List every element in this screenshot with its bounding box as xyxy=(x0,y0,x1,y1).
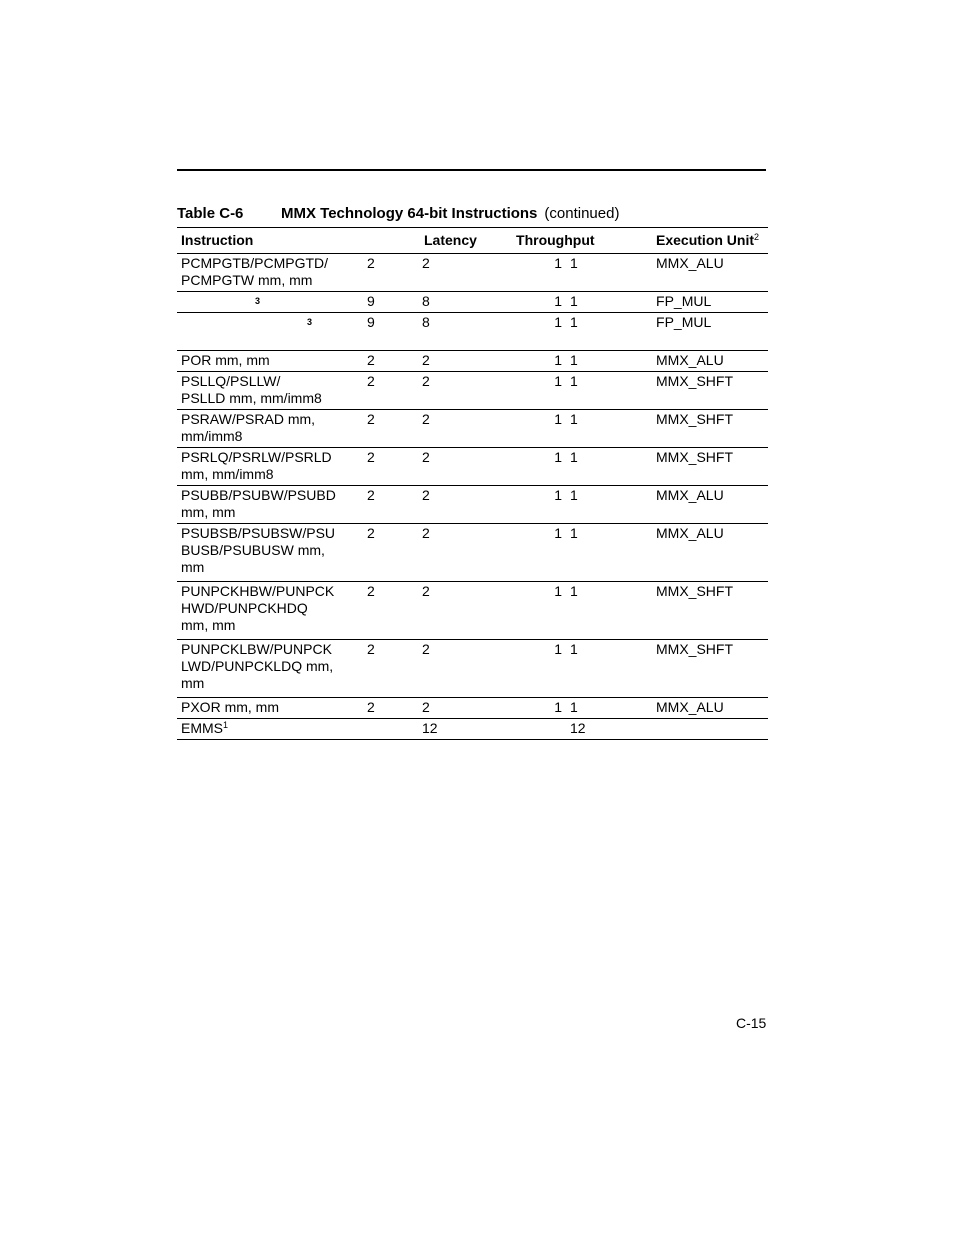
cell-instruction xyxy=(177,351,363,372)
cell-instruction xyxy=(177,448,363,486)
cell-latency-b: 2 xyxy=(422,352,430,368)
cell-throughput-a xyxy=(518,719,566,740)
cell-execution-unit: MMX_SHFT xyxy=(656,449,734,465)
header-latency: Latency xyxy=(424,232,477,248)
table-number: Table C-6 xyxy=(177,205,244,222)
table-row xyxy=(177,372,768,410)
table-row xyxy=(177,582,768,640)
cell-instruction xyxy=(177,410,363,448)
cell-throughput-a: 1 xyxy=(554,373,563,389)
cell-execution-unit: MMX_ALU xyxy=(656,525,724,541)
cell-execution-unit: MMX_SHFT xyxy=(656,411,734,427)
cell-latency-b: 2 xyxy=(422,525,430,541)
cell-latency-a: 2 xyxy=(367,525,375,541)
cell-execution-unit xyxy=(652,719,768,740)
cell-throughput-b: 1 xyxy=(570,373,578,389)
instruction-name: PSUBSB/PSUBSW/PSU BUSB/PSUBUSW mm, mm xyxy=(181,525,336,575)
instruction-name: PSLLQ/PSLLW/ PSLLD mm, mm/imm8 xyxy=(181,373,322,406)
cell-latency-a: 2 xyxy=(367,641,375,657)
cell-throughput-a: 1 xyxy=(554,352,563,368)
cell-instruction xyxy=(177,698,363,719)
instruction-name: PXOR mm, mm xyxy=(181,699,279,715)
cell-latency-a: 2 xyxy=(367,699,375,715)
cell-throughput-b: 1 xyxy=(570,411,578,427)
cell-throughput-a: 1 xyxy=(554,449,563,465)
cell-throughput-b: 1 xyxy=(570,314,578,330)
cell-throughput-a: 1 xyxy=(554,487,563,503)
cell-instruction xyxy=(177,372,363,410)
cell-latency-b: 2 xyxy=(422,487,430,503)
table-row xyxy=(177,486,768,524)
cell-execution-unit: MMX_ALU xyxy=(656,487,724,503)
instruction-name: PSUBB/PSUBW/PSUBD mm, mm xyxy=(181,487,336,520)
table-row xyxy=(177,719,768,740)
cell-latency-b: 8 xyxy=(422,314,430,330)
cell-latency-a: 2 xyxy=(367,255,375,271)
cell-instruction xyxy=(177,486,363,524)
table-header-row xyxy=(177,228,768,254)
table-row xyxy=(177,351,768,372)
header-instruction: Instruction xyxy=(181,232,254,248)
header-execution-unit: Execution Unit$^2$ xyxy=(656,232,760,248)
instruction-name: PUNPCKLBW/PUNPCK LWD/PUNPCKLDQ mm, mm xyxy=(181,641,334,691)
cell-latency-b: 2 xyxy=(422,449,430,465)
cell-execution-unit: FP_MUL xyxy=(656,314,712,330)
cell-throughput-a: 1 xyxy=(554,255,563,271)
instruction-table xyxy=(177,227,768,740)
cell-throughput-b: 1 xyxy=(570,699,578,715)
cell-throughput-a: 1 xyxy=(554,293,563,309)
cell-throughput-a: 1 xyxy=(554,699,563,715)
cell-throughput-b: 1 xyxy=(570,525,578,541)
table-row xyxy=(177,313,768,351)
cell-throughput-b: 1 xyxy=(570,487,578,503)
cell-execution-unit: MMX_SHFT xyxy=(656,641,734,657)
table-row xyxy=(177,292,768,313)
cell-instruction xyxy=(177,582,363,640)
cell-execution-unit: MMX_SHFT xyxy=(656,373,734,389)
cell-latency-b: 2 xyxy=(422,411,430,427)
cell-latency-b: 2 xyxy=(422,583,430,599)
instruction-name: PUNPCKHBW/PUNPCK HWD/PUNPCKHDQ mm, mm xyxy=(181,583,335,633)
cell-throughput-b: 1 xyxy=(570,641,578,657)
table-continued: (continued) xyxy=(544,205,620,222)
footnote-marker: 3 xyxy=(255,296,261,306)
table-row xyxy=(177,698,768,719)
cell-latency-b: 8 xyxy=(422,293,430,309)
cell-throughput-a: 1 xyxy=(554,411,563,427)
cell-execution-unit: MMX_ALU xyxy=(656,352,724,368)
cell-throughput-b: 1 xyxy=(570,293,578,309)
cell-latency-b: 2 xyxy=(422,699,430,715)
footnote-marker: 1 xyxy=(223,720,229,730)
cell-latency-b: 2 xyxy=(422,641,430,657)
page-number: C-15 xyxy=(736,1015,767,1031)
cell-instruction xyxy=(177,292,363,313)
cell-execution-unit: MMX_ALU xyxy=(656,699,724,715)
cell-throughput-a: 1 xyxy=(554,641,563,657)
table-row xyxy=(177,410,768,448)
cell-latency-b: 2 xyxy=(422,255,430,271)
table-row xyxy=(177,524,768,582)
cell-execution-unit: MMX_SHFT xyxy=(656,583,734,599)
cell-throughput-b: 1 xyxy=(570,583,578,599)
cell-throughput-b: 1 xyxy=(570,449,578,465)
cell-throughput-a: 1 xyxy=(554,525,563,541)
top-rule xyxy=(177,169,766,171)
cell-execution-unit: MMX_ALU xyxy=(656,255,724,271)
table-title: MMX Technology 64-bit Instructions xyxy=(281,205,538,222)
cell-throughput-a: 1 xyxy=(554,314,563,330)
cell-instruction xyxy=(177,254,363,292)
cell-latency-a xyxy=(363,719,418,740)
cell-latency-a: 2 xyxy=(367,449,375,465)
table-row xyxy=(177,254,768,292)
cell-instruction xyxy=(177,640,363,698)
instruction-name: PSRAW/PSRAD mm, mm/imm8 xyxy=(181,411,316,444)
cell-latency-b: 12 xyxy=(422,720,438,736)
cell-throughput-b: 1 xyxy=(570,255,578,271)
instruction-name: PSRLQ/PSRLW/PSRLD mm, mm/imm8 xyxy=(181,449,332,482)
cell-latency-a: 2 xyxy=(367,373,375,389)
cell-latency-a: 9 xyxy=(367,314,375,330)
cell-latency-a: 2 xyxy=(367,583,375,599)
cell-latency-a: 9 xyxy=(367,293,375,309)
cell-instruction xyxy=(177,313,363,351)
table-row xyxy=(177,448,768,486)
cell-latency-a: 2 xyxy=(367,411,375,427)
cell-latency-b: 2 xyxy=(422,373,430,389)
footnote-marker: 3 xyxy=(307,317,313,327)
instruction-name: POR mm, mm xyxy=(181,352,270,368)
cell-latency-a: 2 xyxy=(367,487,375,503)
instruction-name: PCMPGTB/PCMPGTD/ PCMPGTW mm, mm xyxy=(181,255,329,288)
cell-throughput-a: 1 xyxy=(554,583,563,599)
table-row xyxy=(177,640,768,698)
cell-instruction xyxy=(177,719,363,740)
instruction-name: EMMS xyxy=(181,720,223,736)
cell-latency-a: 2 xyxy=(367,352,375,368)
table-caption xyxy=(177,205,619,222)
cell-execution-unit: FP_MUL xyxy=(656,293,712,309)
cell-throughput-b: 1 xyxy=(570,352,578,368)
cell-instruction xyxy=(177,524,363,582)
cell-throughput-b: 12 xyxy=(570,720,586,736)
header-throughput: Throughput xyxy=(516,232,595,248)
